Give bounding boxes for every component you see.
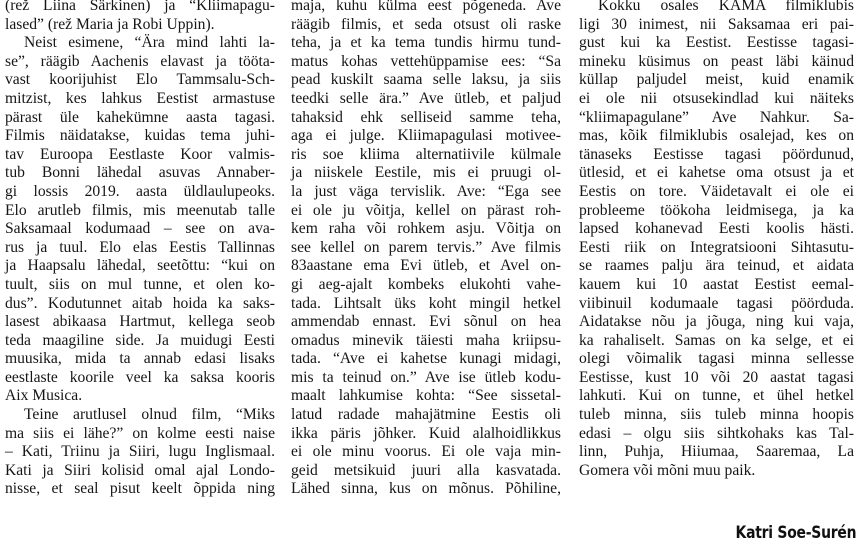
text-line: Aidatakse nõu ja jõuga, ning kui vaja, (579, 313, 854, 331)
text-line: lasest abikaasa Hartmut, kellega seob (5, 313, 275, 331)
text-line: Saksamaal kodumaad – see on ava- (5, 220, 275, 238)
text-line: Lähed sinna, kus on mõnus. Põhiline, (291, 480, 561, 498)
text-line: see kellel on parem tervis.” Ave filmis (291, 238, 561, 256)
text-line: maalt lahkumise kohta: “See sissetal- (291, 387, 561, 405)
text-line: muusika, mida ta annab edasi lisaks (5, 350, 275, 368)
text-line: linn, Puhja, Hiiumaa, Saaremaa, La (579, 443, 854, 461)
text-line: ma siis ei lähe?” on kolme eesti naise (5, 424, 275, 442)
text-line: tub Bonni lähedal asuvas Annaber- (5, 164, 275, 182)
text-line: ammendab ennast. Evi sõnul on hea (291, 313, 561, 331)
text-line: Teine arutlusel olnud film, “Miks (24, 406, 275, 424)
text-line: vast koorijuhist Elo Tammsalu-Sch- (5, 71, 275, 89)
text-line: – Kati, Triinu ja Siiri, lugu Inglismaal. (5, 443, 275, 461)
text-line: lahkuti. Kui on tunne, et ühel hetkel (579, 387, 854, 405)
text-line: Gomera või mõni muu paik. (579, 461, 756, 479)
text-line: Kokku osales KAMA filmiklubis (598, 0, 854, 14)
text-line: tuult, siis on mul tunne, et olen ko- (5, 275, 275, 293)
article-column-3 (579, 0, 854, 480)
text-line: pärast üle kahekümne aasta tagasi. (5, 108, 275, 126)
text-line: ris soe kliima alternatiivile külmale (291, 145, 561, 163)
text-line: ikka päris jõhker. Kuid alalhoidlikkus (291, 424, 561, 442)
text-line: nisse, et seal pisut keelt õppida ning (5, 480, 275, 498)
text-line: ei ole ju võitja, kellel on pärast roh- (291, 201, 561, 219)
text-line: ligi 30 inimest, nii Saksamaa eri pai- (579, 15, 854, 33)
author-byline: Katri Soe-Surén (735, 523, 856, 543)
text-line: gi aeg-ajalt kombeks elukohti vahe- (291, 275, 561, 293)
text-line: se”, räägib Aachenis elavast ja tööta- (5, 52, 275, 70)
text-line: latud radade mahajätmine Eestis oli (291, 406, 561, 424)
text-line: mitzist, kes lahkus Eestist armastuse (5, 89, 275, 107)
text-line: eestlaste koorile veel ka saksa kooris (5, 368, 275, 386)
text-line: matus kohas vettehüppamise ees: “Sa (291, 52, 561, 70)
text-line: mis ta teinud on.” Ave ise ütleb kodu- (291, 368, 561, 386)
text-line: rus ja tuul. Elo elas Eestis Tallinnas (5, 238, 275, 256)
text-line: geid metsikuid juuri alla kasvatada. (291, 461, 561, 479)
article-column-2 (291, 0, 561, 499)
text-line: tuleb minna, siis tuleb minna hoopis (579, 406, 854, 424)
text-line: Neist esimene, “Ära mind lahti la- (24, 34, 275, 52)
text-line: se raames palju ära teinud, et aidata (579, 257, 854, 275)
text-line: ja niiskele Eestile, mis ei pruugi ol- (291, 164, 561, 182)
text-line: Eestis on tore. Väidetavalt ei ole ei (579, 182, 854, 200)
text-line: (rež Liina Särkinen) ja “Kliimapagu- (5, 0, 275, 14)
text-line: tav Euroopa Eestlaste Koor valmis- (5, 145, 275, 163)
text-line: la just väga tervislik. Ave: “Ega see (291, 182, 561, 200)
text-line: ja Haapsalu lähedal, seetõttu: “kui on (5, 257, 275, 275)
text-line: aga ei julge. Kliimapagulasi motivee- (291, 127, 561, 145)
text-line: maja, kuhu külma eest põgeneda. Ave (291, 0, 561, 14)
text-line: teedki selle ära.” Ave ütleb, et paljud (291, 89, 561, 107)
text-line: Kati ja Siiri kolisid omal ajal Londo- (5, 461, 275, 479)
text-line: Eesti riik on Integratsiooni Sihtasutu- (579, 238, 854, 256)
text-line: Aix Musica. (5, 387, 83, 405)
text-line: kauem kui 10 aastat Eestist eemal- (579, 275, 854, 293)
text-line: tada. “Ave ei kahetse kunagi midagi, (291, 350, 561, 368)
text-line: dus”. Kodutunnet aitab hoida ka saks- (5, 294, 275, 312)
text-line: ütlesid, et ei kahetse oma otsust ja et (579, 164, 854, 182)
text-line: mas, kõik filmiklubis osalejad, kes on (579, 127, 854, 145)
text-line: kem raha või rohkem asju. Võitja on (291, 220, 561, 238)
text-line: Filmis näidatakse, kuidas tema juhi- (5, 127, 275, 145)
text-line: tada. Lihtsalt üks koht mingil hetkel (291, 294, 561, 312)
text-line: mineku küsimus on peast läbi käinud (579, 52, 854, 70)
text-line: räägib filmis, et seda otsust oli raske (291, 15, 561, 33)
text-line: gust kui ka Eestist. Eestisse tagasi- (579, 34, 854, 52)
article-column-1 (5, 0, 275, 499)
text-line: Elo arutleb filmis, mis meenutab talle (5, 201, 275, 219)
text-line: teha, ja et ka tema tundis hirmu tund- (291, 34, 561, 52)
text-line: ka rahaliselt. Samas on ka selge, et ei (579, 331, 854, 349)
text-line: lapsed kohanevad Eesti koolis hästi. (579, 220, 854, 238)
text-line: edasi – olgu siis sihtkohaks kas Tal- (579, 424, 854, 442)
text-line: 83aastane ema Evi ütleb, et Avel on- (291, 257, 561, 275)
text-line: gi lossis 2019. aasta üldlaulupeoks. (5, 182, 275, 200)
text-line: Eestisse, kust 10 või 20 aastat tagasi (579, 368, 854, 386)
text-line: teda maagiline side. Ja muidugi Eesti (5, 331, 275, 349)
text-line: olegi võimalik tagasi minna sellesse (579, 350, 854, 368)
text-line: omadus minevik täiesti maha kriipsu- (291, 331, 561, 349)
text-line: tänaseks Eestisse tagasi pöördunud, (579, 145, 854, 163)
text-line: lased” (rež Maria ja Robi Uppin). (5, 15, 215, 33)
text-line: ei ole minu voorus. Ei ole vaja min- (291, 443, 561, 461)
text-line: probleeme töökoha leidmisega, ja ka (579, 201, 854, 219)
text-line: tahaksid ehk selliseid samme teha, (291, 108, 561, 126)
text-line: viibinuil kodumaale tagasi pöörduda. (579, 294, 854, 312)
text-line: küllap paljudel meist, kuid enamik (579, 71, 854, 89)
text-line: “kliimapagulane” Ave Nahkur. Sa- (579, 108, 854, 126)
text-line: pead kuskilt saama selle laksu, ja siis (291, 71, 561, 89)
text-line: ei ole nii otsusekindlad kui näiteks (579, 89, 854, 107)
